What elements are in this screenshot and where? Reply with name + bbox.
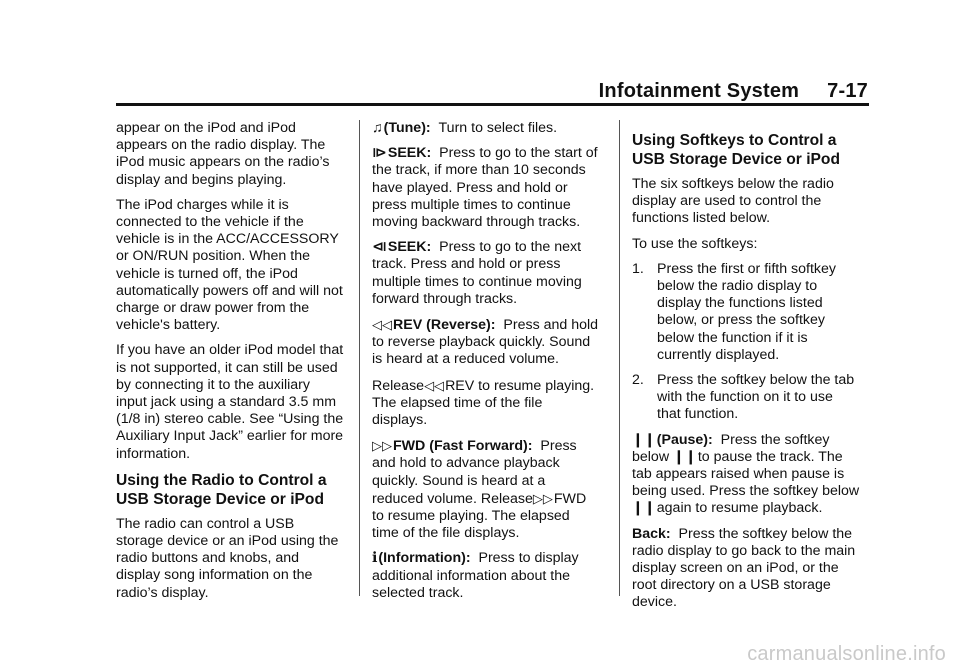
paragraph-ipod-charging: The iPod charges while it is connected to the vehicle if the vehicle is in the ACC/ACCESSORY or ON/RUN position. When the vehicle is turned off, the iPod automatically powers off and will not charge or draw power from the vehicle's battery. <box>116 196 343 334</box>
text-release: Release <box>372 377 425 394</box>
item-reverse-release <box>372 377 600 430</box>
column-1 <box>116 120 344 610</box>
term-tune: (Tune): <box>383 120 431 136</box>
step-text: Press the softkey below the tab with the function on it to use that function. <box>657 372 855 423</box>
step-number: 1. <box>632 260 644 277</box>
step-number: 2. <box>632 372 644 389</box>
page-number: 7-17 <box>827 80 868 102</box>
reverse-icon: ◁◁ <box>424 377 445 393</box>
term-seek-forward: SEEK: <box>387 239 432 256</box>
desc-seek-forward: Press to go to the next track. Press and hold or press multiple times to continue moving forward through tracks. <box>372 239 582 307</box>
column-divider-2 <box>619 120 620 596</box>
desc-pause-3: again to resume playback. <box>656 500 823 517</box>
desc-fast-forward-release: FWD to resume playing. The elapsed time of the file displays. <box>372 490 587 542</box>
desc-seek-back: Press to go to the start of the track, if more than 10 seconds have played. Press and hold or press multiple times to continue moving backward through tracks. <box>372 145 598 231</box>
item-seek-forward <box>372 239 600 308</box>
column-2 <box>372 120 600 610</box>
column-3 <box>632 120 860 620</box>
info-icon: ℹ <box>372 550 378 567</box>
item-tune <box>372 120 600 137</box>
item-pause <box>632 432 860 518</box>
desc-pause-1: Press the softkey below <box>632 431 830 465</box>
seek-back-icon: ⧐ <box>372 145 387 162</box>
seek-forward-icon: ⧏ <box>372 239 387 256</box>
fast-forward-icon: ▷▷ <box>372 438 392 454</box>
paragraph-softkeys: The six softkeys below the radio display are used to control the functions listed below. <box>632 176 834 227</box>
term-information: (Information): <box>378 550 471 567</box>
term-reverse: REV (Reverse): <box>393 317 496 334</box>
desc-back: Press the softkey below the radio display to go back to the main display screen on an iPod, or the root directory on a USB storage device. <box>632 525 856 611</box>
term-fast-forward: FWD (Fast Forward): <box>393 438 533 455</box>
music-note-icon: ♫ <box>372 120 383 136</box>
paragraph-use-softkeys: To use the softkeys: <box>632 235 758 252</box>
softkey-steps <box>632 261 860 424</box>
list-item <box>632 372 860 424</box>
item-back <box>632 526 860 612</box>
pause-icon: ❙❙ <box>632 431 656 448</box>
item-fast-forward <box>372 437 600 542</box>
item-information <box>372 550 600 602</box>
item-reverse <box>372 316 600 369</box>
header-rule <box>116 103 869 106</box>
term-back: Back: <box>632 525 671 542</box>
step-text: Press the first or fifth softkey below the radio display to display the functions listed below, or press the softkey below the function if it is currently displayed. <box>657 260 836 363</box>
desc-reverse-release: REV to resume playing. The elapsed time of the file displays. <box>372 377 595 429</box>
watermark: carmanualsonline.info <box>747 643 946 665</box>
term-seek-back: SEEK: <box>387 145 432 162</box>
pause-icon: ❙❙ <box>673 448 697 465</box>
paragraph-older-ipod: If you have an older iPod model that is not supported, it can still be used by connecting it to the auxiliary input jack using a standard 3.5 mm (1/8 in) stereo cable. See “Using the Auxiliary Input Jack” earlier for more information. <box>116 342 344 462</box>
fast-forward-icon: ▷▷ <box>532 490 553 506</box>
section-title: Infotainment System <box>598 80 800 102</box>
desc-information: Press to display additional information about the selected track. <box>372 550 579 601</box>
heading-softkeys: Using Softkeys to Control a USB Storage Device or iPod <box>632 132 840 168</box>
paragraph-ipod-display: appear on the iPod and iPod appears on the radio display. The iPod music appears on the radio’s display and begins playing. <box>116 120 330 188</box>
list-item <box>632 261 860 364</box>
desc-pause-2: to pause the track. The tab appears raised when pause is being used. Press the softkey below <box>632 448 860 500</box>
page-header <box>599 80 868 103</box>
desc-reverse: Press and hold to reverse playback quickly. Sound is heard at a reduced volume. <box>372 317 599 368</box>
paragraph-radio-control: The radio can control a USB storage device or an iPod using the radio buttons and knobs, and display song information on the radio’s display. <box>116 515 339 601</box>
column-divider-1 <box>359 120 360 596</box>
heading-radio-control: Using the Radio to Control a USB Storage Device or iPod <box>116 471 327 508</box>
reverse-icon: ◁◁ <box>372 317 392 333</box>
term-pause: (Pause): <box>656 431 713 448</box>
desc-fast-forward: Press and hold to advance playback quickly. Sound is heard at a reduced volume. Release <box>372 438 577 507</box>
pause-icon: ❙❙ <box>632 500 656 517</box>
desc-tune: Turn to select files. <box>438 120 558 136</box>
item-seek-back <box>372 145 600 231</box>
